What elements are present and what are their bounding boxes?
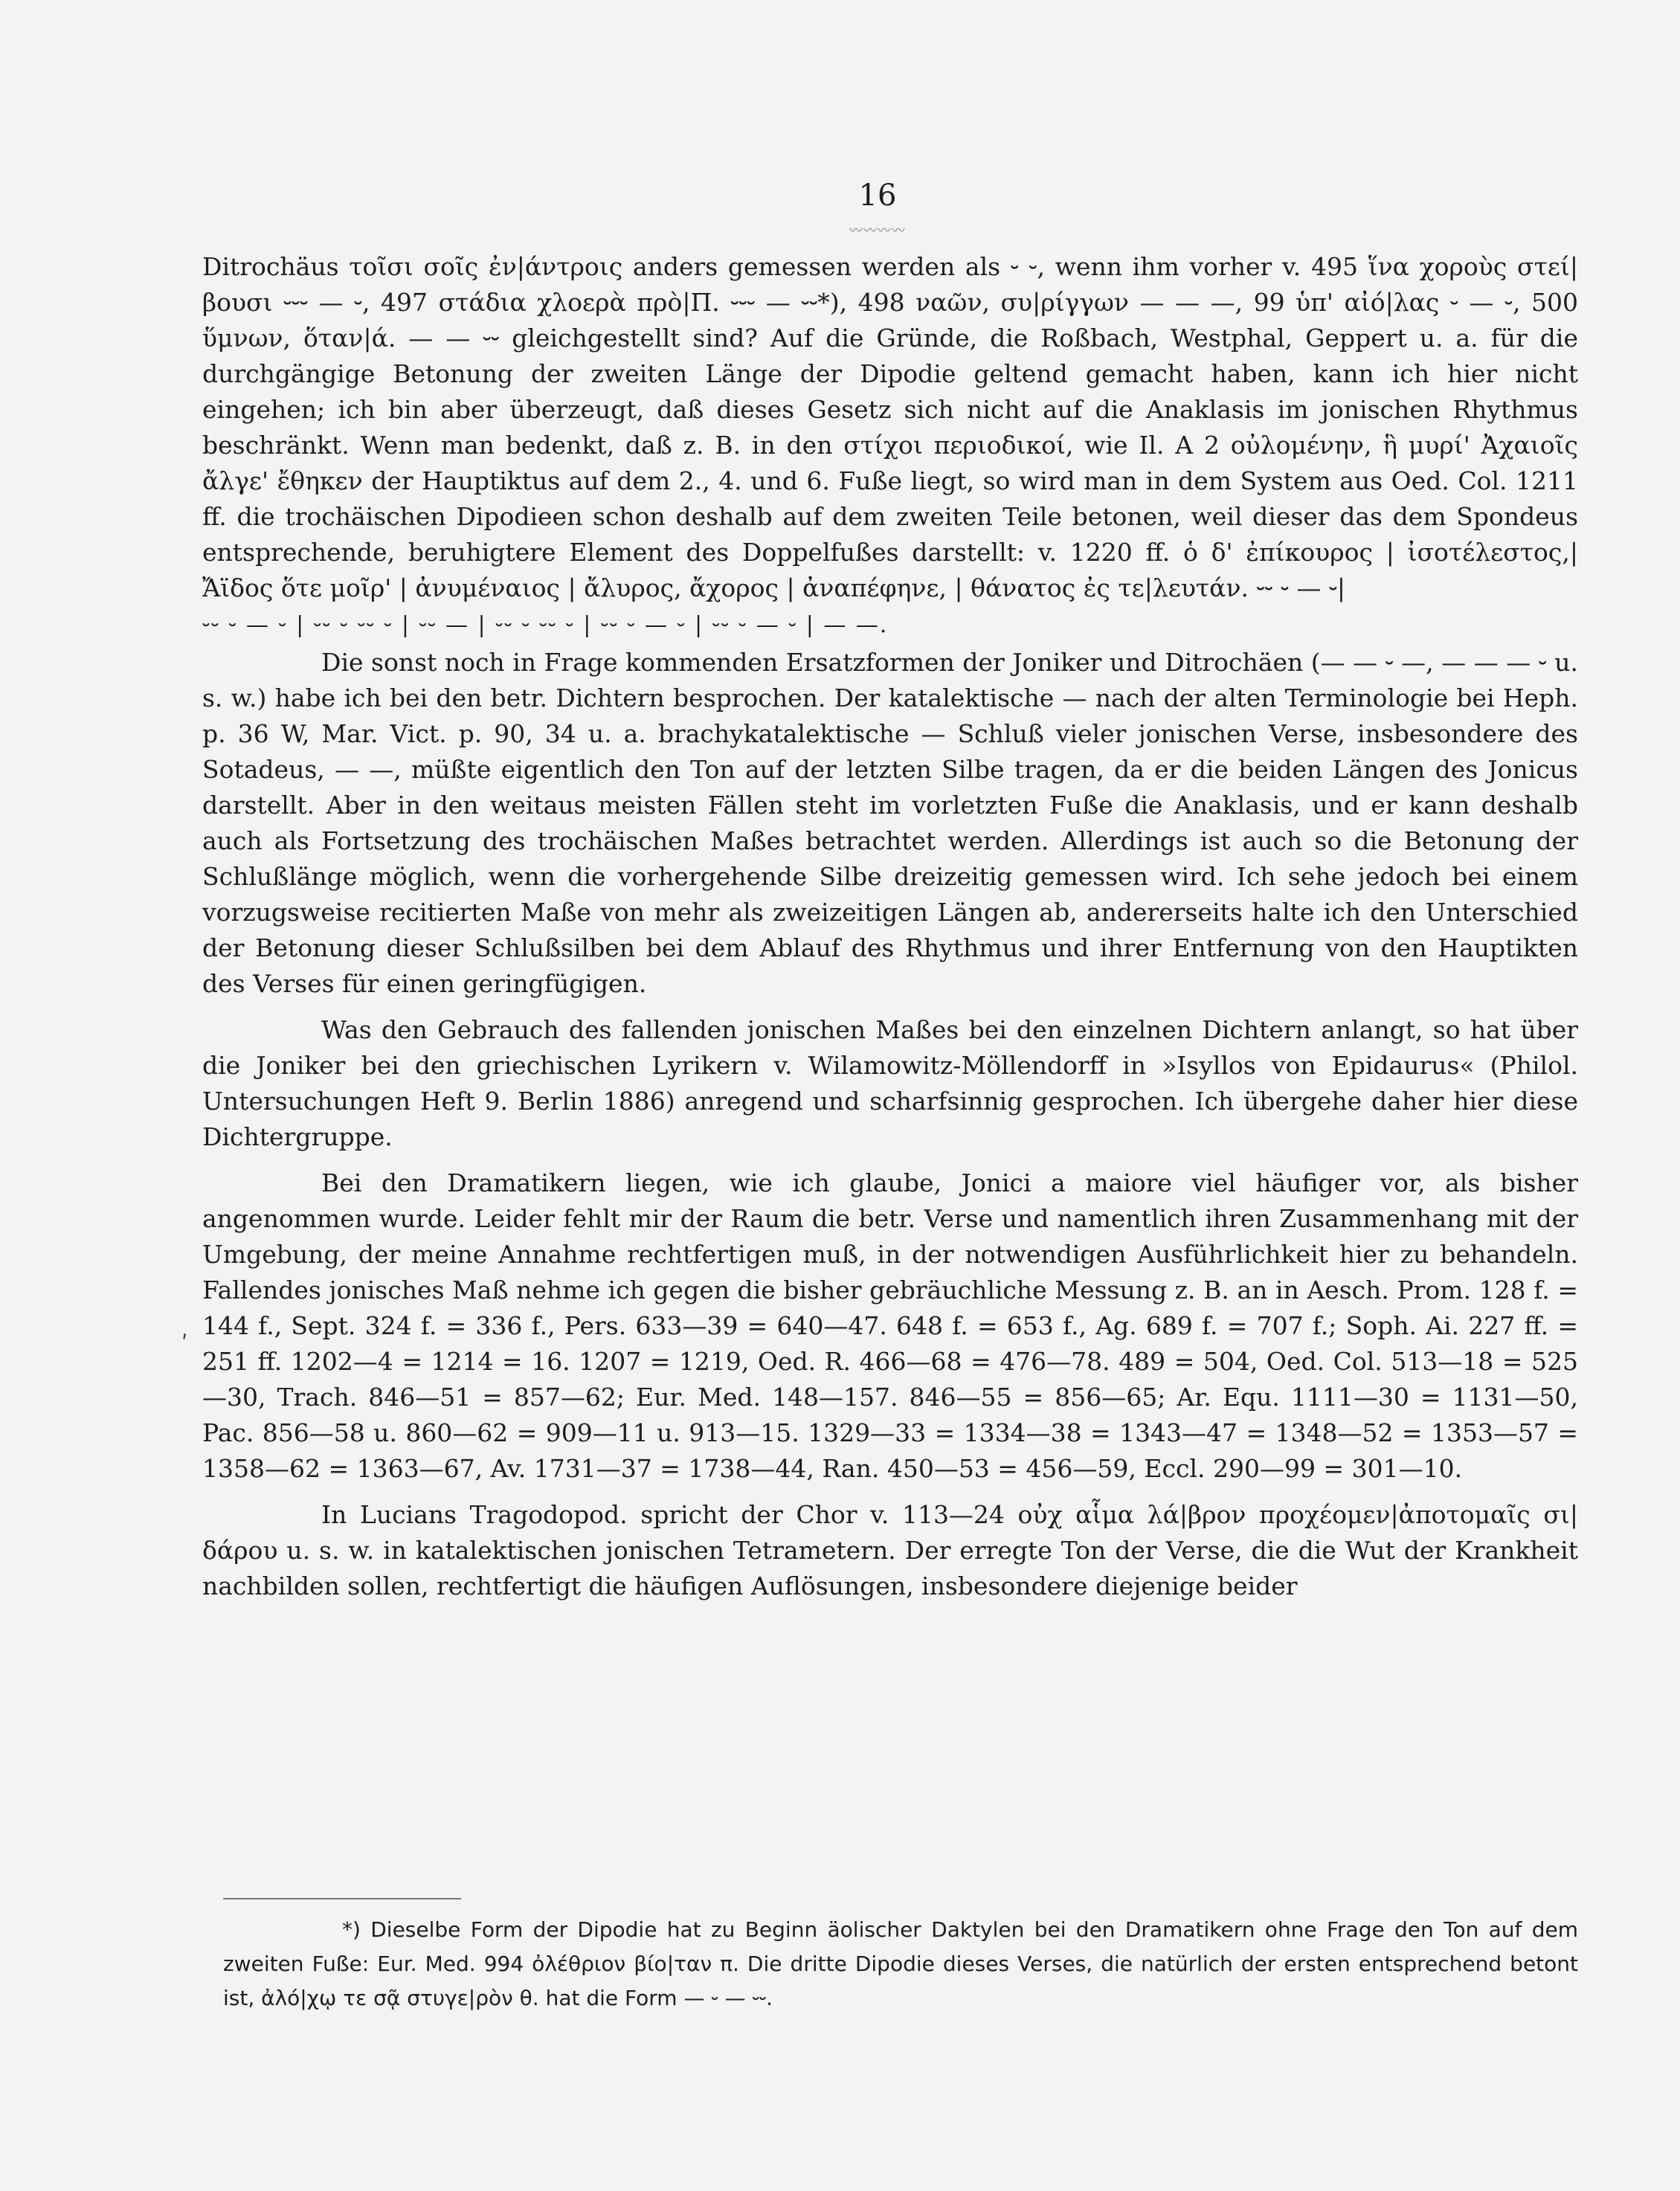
paragraph-5: In Lucians Tragodopod. spricht der Chor v. 113—24 οὐχ αἷμα λά|βρον προχέομεν|ἀποτομαῖς σι|δάρου u. s. w. in katalektischen jonischen Tetrametern. Der erregte Ton der Verse, die die Wut der Krankheit nachbilden sollen, rechtfertigt die häufigen Auflösungen, insbesondere diejenige beider (202, 1500, 1578, 1600)
paragraph-1: Ditrochäus τοῖσι σοῖς ἐν|άντροις anders gemessen werden als ⏑ ⏑, wenn ihm vorher v. 495 ἵνα χοροὺς στεί|βουσι ⏑⏑⏑ — ⏑, 497 στάδια χλοερὰ πρὸ|Π. ⏑⏑⏑ — ⏑⏑*), 498 ναῶν, συ|ρίγγων — — —, 99 ὑπ' αἰό|λας ⏑ — ⏑, 500 ὕμνων, ὅταν|ά. — — ⏑⏑ gleichgestellt sind? Auf die Gründe, die Roßbach, Westphal, Geppert u. a. für die durchgängige Betonung der zweiten Länge der Dipodie geltend gemacht haben, kann ich hier nicht eingehen; ich bin aber überzeugt, daß dieses Gesetz sich nicht auf die Anaklasis im jonischen Rhythmus beschränkt. Wenn man bedenkt, daß z. B. in den στίχοι περιοδικοί, wie Il. A 2 οὐλομένην, ἣ μυρί' Ἀχαιοῖς ἄλγε' ἔθηκεν der Hauptiktus auf dem 2., 4. und 6. Fuße liegt, so wird man in dem System aus Oed. Col. 1211 ff. die trochäischen Dipodieen schon deshalb auf dem zweiten Teile betonen, weil dieser das dem Spondeus entsprechende, beruhigtere Element des Doppelfußes darstellt: v. 1220 ff. ὁ δ' ἐπίκουρος | ἰσοτέλεστος,| Ἄϊδος ὅτε μοῖρ' | ἀνυμέναιος | ἄλυρος, ἄχορος | ἀναπέφηνε, | θάνατος ἐς τε|λευτάν. ⏑⏑ ⏑ — ⏑| (202, 252, 1578, 602)
footnote-divider (223, 1898, 461, 1899)
scansion-line: ⏑⏑ ⏑ — ⏑ | ⏑⏑ ⏑ ⏑⏑ ⏑ | ⏑⏑ — | ⏑⏑ ⏑ ⏑⏑ ⏑ | ⏑⏑ ⏑ — ⏑ | ⏑⏑ ⏑ — ⏑ | — —. (202, 612, 889, 638)
footnote: *) Dieselbe Form der Dipodie hat zu Beginn äolischer Daktylen bei den Dramatikern ohne Frage den Ton auf dem zweiten Fuße: Eur. Med. 994 ὀλέθριον βίο|ταν π. Die dritte Dipodie dieses Verses, die natürlich der ersten entsprechend betont ist, ἀλό|χῳ τε σᾷ στυγε|ρὸν θ. hat die Form — ⏑ — ⏑⏑. (223, 1917, 1578, 2010)
margin-mark: ʹ (181, 1331, 188, 1357)
paragraph-2: Die sonst noch in Frage kommenden Ersatzformen der Joniker und Ditrochäen (— — ⏑ —, — — — ⏑ u. s. w.) habe ich bei den betr. Dichtern besprochen. Der katalektische — nach der alten Terminologie bei Heph. p. 36 W, Mar. Vict. p. 90, 34 u. a. brachykatalektische — Schluß vieler jonischen Verse, insbesondere des Sotadeus, — —, müßte eigentlich den Ton auf der letzten Silbe tragen, da er die beiden Längen des Jonicus darstellt. Aber in den weitaus meisten Fällen steht im vorletzten Fuße die Anaklasis, und er kann deshalb auch als Fortsetzung des trochäischen Maßes betrachtet werden. Allerdings ist auch so die Betonung der Schlußlänge möglich, wenn die vorhergehende Silbe dreizeitig gemessen wird. Ich sehe jedoch bei einem vorzugsweise recitierten Maße von mehr als zweizeitigen Längen ab, andererseits halte ich den Unterschied der Betonung dieser Schlußsilben bei dem Ablauf des Rhythmus und ihrer Entfernung von den Hauptikten des Verses für einen geringfügigen. (202, 648, 1578, 998)
paragraph-3: Was den Gebrauch des fallenden jonischen Maßes bei den einzelnen Dichtern anlangt, so hat über die Joniker bei den griechischen Lyrikern v. Wilamowitz-Möllendorff in »Isyllos von Epidaurus« (Philol. Untersuchungen Heft 9. Berlin 1886) anregend und scharfsinnig gesprochen. Ich übergehe daher hier diese Dichtergruppe. (202, 1015, 1578, 1151)
paragraph-4: Bei den Dramatikern liegen, wie ich glaube, Jonici a maiore viel häufiger vor, als bisher angenommen wurde. Leider fehlt mir der Raum die betr. Verse und namentlich ihren Zusammenhang mit der Umgebung, der meine Annahme rechtfertigen muß, in der notwendigen Ausführlichkeit hier zu behandeln. Fallendes jonisches Maß nehme ich gegen die bisher gebräuchliche Messung z. B. an in Aesch. Prom. 128 f. = 144 f., Sept. 324 f. = 336 f., Pers. 633—39 = 640—47. 648 f. = 653 f., Ag. 689 f. = 707 f.; Soph. Ai. 227 ff. = 251 ff. 1202—4 = 1214 = 16. 1207 = 1219, Oed. R. 466—68 = 476—78. 489 = 504, Oed. Col. 513—18 = 525—30, Trach. 846—51 = 857—62; Eur. Med. 148—157. 846—55 = 856—65; Ar. Equ. 1111—30 = 1131—50, Pac. 856—58 u. 860—62 = 909—11 u. 913—15. 1329—33 = 1334—38 = 1343—47 = 1348—52 = 1353—57 = 1358—62 = 1363—67, Av. 1731—37 = 1738—44, Ran. 450—53 = 456—59, Eccl. 290—99 = 301—10. (202, 1168, 1578, 1483)
main-text (202, 249, 1578, 1604)
page-number-ornament: 〰〰〰〰 (849, 223, 906, 239)
page-number: 16 (858, 178, 897, 213)
